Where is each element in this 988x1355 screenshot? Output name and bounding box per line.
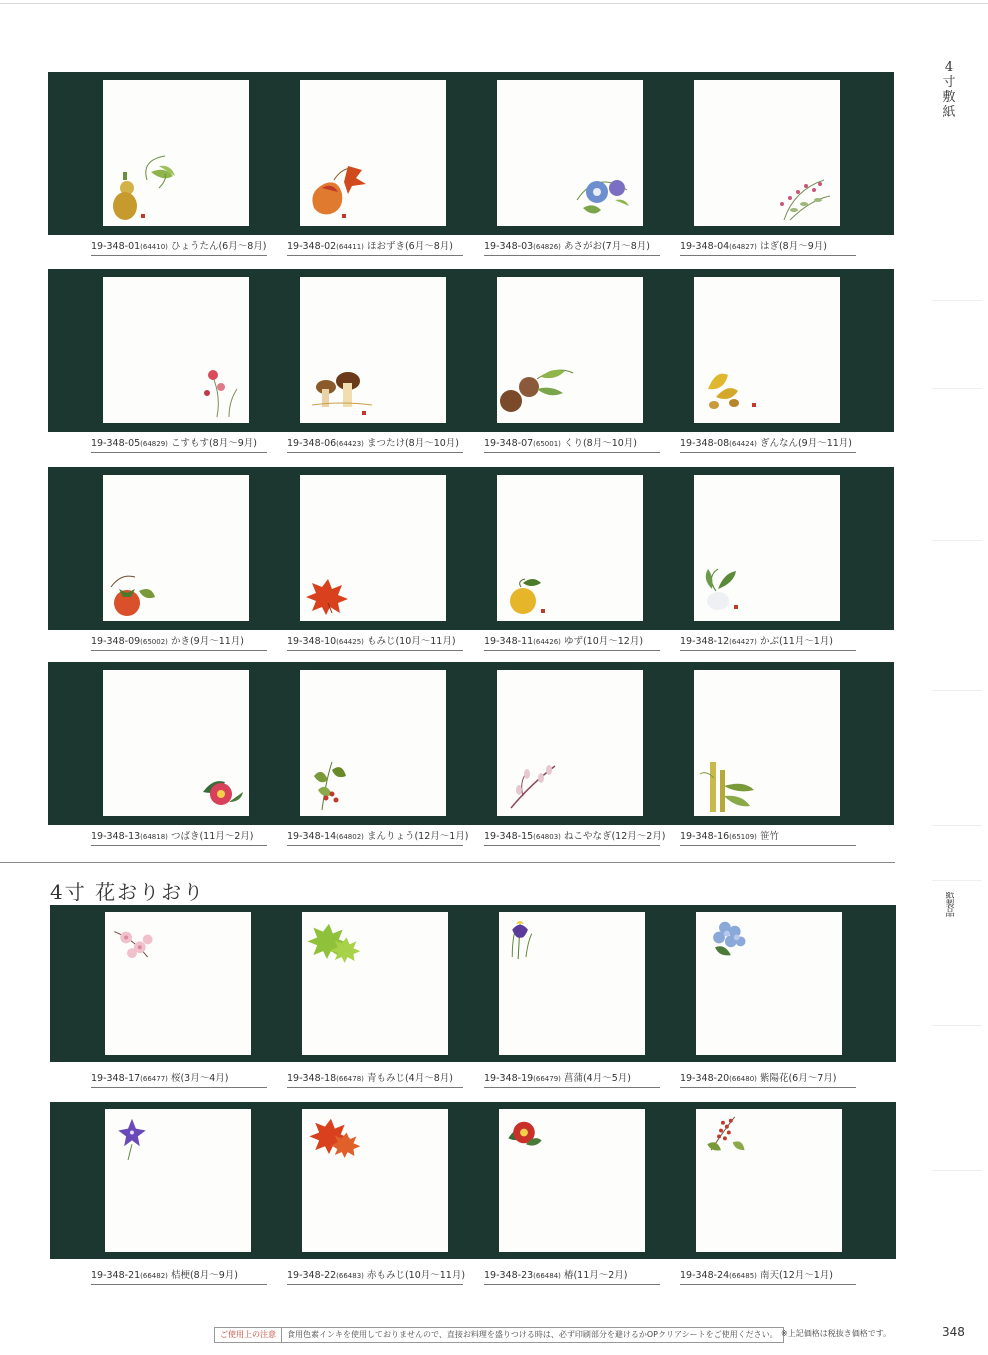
product-code: 19-348-11 [484, 636, 534, 647]
product-card[interactable] [105, 1109, 251, 1252]
product-card[interactable] [300, 670, 446, 816]
product-code: 19-348-01 [91, 241, 141, 252]
product-caption [91, 1269, 267, 1285]
tax-note: ※上記価格は税抜き価格です。 [781, 1329, 892, 1338]
product-name: ゆず(10月～12月) [563, 636, 644, 647]
product-number: (64827) [729, 243, 757, 251]
product-code: 19-348-14 [287, 831, 337, 842]
product-number: (66477) [140, 1075, 168, 1083]
product-code: 19-348-17 [91, 1073, 141, 1084]
product-caption [680, 1269, 856, 1285]
product-name: 桜(3月～4月) [170, 1073, 229, 1084]
product-name: まんりょう(12月～1月) [366, 831, 469, 842]
index-divider [932, 540, 982, 541]
product-code: 19-348-10 [287, 636, 337, 647]
product-name: こすもす(8月～9月) [170, 438, 257, 449]
product-code: 19-348-22 [287, 1270, 337, 1281]
product-code: 19-348-08 [680, 438, 730, 449]
camellia-icon [103, 670, 249, 816]
product-code: 19-348-20 [680, 1073, 730, 1084]
pussy-willow-icon [497, 670, 643, 816]
product-code: 19-348-02 [287, 241, 337, 252]
product-card[interactable] [499, 1109, 645, 1252]
product-caption [287, 635, 463, 651]
product-card[interactable] [103, 277, 249, 423]
product-number: (66482) [140, 1272, 168, 1280]
product-number: (64818) [140, 833, 168, 841]
product-card[interactable] [497, 277, 643, 423]
index-divider [932, 880, 982, 881]
product-code: 19-348-13 [91, 831, 141, 842]
green-maple-icon [302, 912, 448, 1055]
product-code: 19-348-04 [680, 241, 730, 252]
product-caption [680, 1072, 856, 1088]
product-card[interactable] [696, 1109, 842, 1252]
product-caption [680, 635, 856, 651]
product-name: 笹竹 [759, 831, 779, 842]
product-caption [484, 1072, 660, 1088]
product-code: 19-348-21 [91, 1270, 141, 1281]
product-number: (64829) [140, 440, 168, 448]
product-caption [287, 240, 463, 256]
product-caption [680, 437, 856, 453]
gourd-icon [103, 80, 249, 226]
product-name: はぎ(8月～9月) [759, 241, 827, 252]
product-code: 19-348-18 [287, 1073, 337, 1084]
morning-glory-icon [497, 80, 643, 226]
persimmon-icon [103, 475, 249, 621]
product-card[interactable] [497, 670, 643, 816]
product-card[interactable] [105, 912, 251, 1055]
product-card[interactable] [103, 475, 249, 621]
cosmos-icon [103, 277, 249, 423]
usage-notice [214, 1327, 784, 1343]
product-number: (64826) [533, 243, 561, 251]
product-name: ほおずき(6月～8月) [366, 241, 453, 252]
product-caption [484, 635, 660, 651]
product-name: くり(8月～10月) [563, 438, 637, 449]
product-number: (64803) [533, 833, 561, 841]
product-card[interactable] [499, 912, 645, 1055]
lantern-plant-icon [300, 80, 446, 226]
product-name: ぎんなん(9月～11月) [759, 438, 852, 449]
index-divider [932, 1170, 982, 1171]
product-caption [680, 830, 856, 846]
turnip-icon [694, 475, 840, 621]
product-number: (65109) [729, 833, 757, 841]
product-number: (66479) [533, 1075, 561, 1083]
product-caption [91, 437, 267, 453]
product-name: 青もみじ(4月～8月) [366, 1073, 453, 1084]
product-name: ねこやなぎ(12月～2月) [563, 831, 666, 842]
product-band [50, 1102, 896, 1259]
product-card[interactable] [300, 277, 446, 423]
product-caption [484, 830, 666, 846]
bellflower-icon [105, 1109, 251, 1252]
product-name: もみじ(10月～11月) [366, 636, 456, 647]
product-code: 19-348-05 [91, 438, 141, 449]
product-caption [91, 1072, 267, 1088]
product-card[interactable] [300, 80, 446, 226]
top-rule [0, 3, 988, 4]
ginkgo-icon [694, 277, 840, 423]
index-divider [932, 690, 982, 691]
product-card[interactable] [694, 475, 840, 621]
product-caption [484, 437, 660, 453]
product-code: 19-348-07 [484, 438, 534, 449]
product-band [48, 467, 894, 630]
product-card[interactable] [497, 80, 643, 226]
product-caption [680, 240, 856, 256]
index-divider [932, 825, 982, 826]
product-caption [91, 240, 267, 256]
nandina-icon [696, 1109, 842, 1252]
page-number: 348 [942, 1325, 965, 1339]
iris-icon [499, 912, 645, 1055]
product-number: (64410) [140, 243, 168, 251]
product-number: (64802) [336, 833, 364, 841]
product-band [48, 662, 894, 825]
hydrangea-icon [696, 912, 842, 1055]
product-card[interactable] [300, 475, 446, 621]
chestnut-icon [497, 277, 643, 423]
product-number: (64425) [336, 638, 364, 646]
product-name: かき(9月～11月) [170, 636, 244, 647]
product-number: (64411) [336, 243, 364, 251]
product-name: まつたけ(8月～10月) [366, 438, 459, 449]
product-number: (64423) [336, 440, 364, 448]
product-number: (64424) [729, 440, 757, 448]
index-divider [932, 388, 982, 389]
product-card[interactable] [103, 80, 249, 226]
product-band [48, 269, 894, 432]
product-name: つばき(11月～2月) [170, 831, 254, 842]
product-caption [484, 1269, 660, 1285]
product-name: 桔梗(8月～9月) [170, 1270, 238, 1281]
index-divider [932, 300, 982, 301]
product-number: (64427) [729, 638, 757, 646]
product-code: 19-348-15 [484, 831, 534, 842]
product-name: かぶ(11月～1月) [759, 636, 833, 647]
product-code: 19-348-06 [287, 438, 337, 449]
index-tab-active[interactable]: 紙製品 [945, 892, 955, 919]
product-caption [287, 830, 469, 846]
product-name: ひょうたん(6月～8月) [170, 241, 267, 252]
product-card[interactable] [694, 277, 840, 423]
red-maple-icon [302, 1109, 448, 1252]
product-name: 椿(11月～2月) [563, 1270, 628, 1281]
product-code: 19-348-16 [680, 831, 730, 842]
side-title: 4寸敷紙 [942, 60, 956, 120]
section-title: 4寸 花おりおり [50, 880, 206, 904]
maple-leaf-icon [300, 475, 446, 621]
product-card[interactable] [694, 80, 840, 226]
product-caption [91, 635, 267, 651]
product-code: 19-348-09 [91, 636, 141, 647]
product-number: (66480) [729, 1075, 757, 1083]
product-card[interactable] [696, 912, 842, 1055]
product-caption [287, 437, 463, 453]
product-card[interactable] [497, 475, 643, 621]
cherry-blossom-icon [105, 912, 251, 1055]
product-name: 赤もみじ(10月～11月) [366, 1270, 466, 1281]
product-number: (64426) [533, 638, 561, 646]
product-number: (65002) [140, 638, 168, 646]
product-number: (65001) [533, 440, 561, 448]
product-name: 菖蒲(4月～5月) [563, 1073, 631, 1084]
product-card[interactable] [694, 670, 840, 816]
product-number: (66484) [533, 1272, 561, 1280]
product-number: (66483) [336, 1272, 364, 1280]
product-number: (66478) [336, 1075, 364, 1083]
product-number: (66485) [729, 1272, 757, 1280]
product-card[interactable] [302, 912, 448, 1055]
product-band [48, 72, 894, 235]
product-name: 南天(12月～1月) [759, 1270, 833, 1281]
product-code: 19-348-19 [484, 1073, 534, 1084]
product-code: 19-348-24 [680, 1270, 730, 1281]
camellia-icon [499, 1109, 645, 1252]
product-card[interactable] [103, 670, 249, 816]
yuzu-icon [497, 475, 643, 621]
product-code: 19-348-12 [680, 636, 730, 647]
usage-notice-text: 食用色素インキを使用しておりませんので、直接お料理を盛りつける時は、必ず印刷部分を避けるかOPクリアシートをご使用ください。 [287, 1330, 778, 1339]
bush-clover-icon [694, 80, 840, 226]
usage-notice-label: ご使用上の注意 [215, 1328, 282, 1342]
product-name: 紫陽花(6月～7月) [759, 1073, 837, 1084]
product-caption [484, 240, 660, 256]
product-band [50, 905, 896, 1062]
product-code: 19-348-03 [484, 241, 534, 252]
matsutake-icon [300, 277, 446, 423]
product-caption [287, 1072, 463, 1088]
product-name: あさがお(7月～8月) [563, 241, 650, 252]
manryo-icon [300, 670, 446, 816]
product-caption [91, 830, 267, 846]
bamboo-icon [694, 670, 840, 816]
product-card[interactable] [302, 1109, 448, 1252]
product-caption [287, 1269, 466, 1285]
section-divider [0, 862, 895, 863]
product-code: 19-348-23 [484, 1270, 534, 1281]
index-divider [932, 1025, 982, 1026]
